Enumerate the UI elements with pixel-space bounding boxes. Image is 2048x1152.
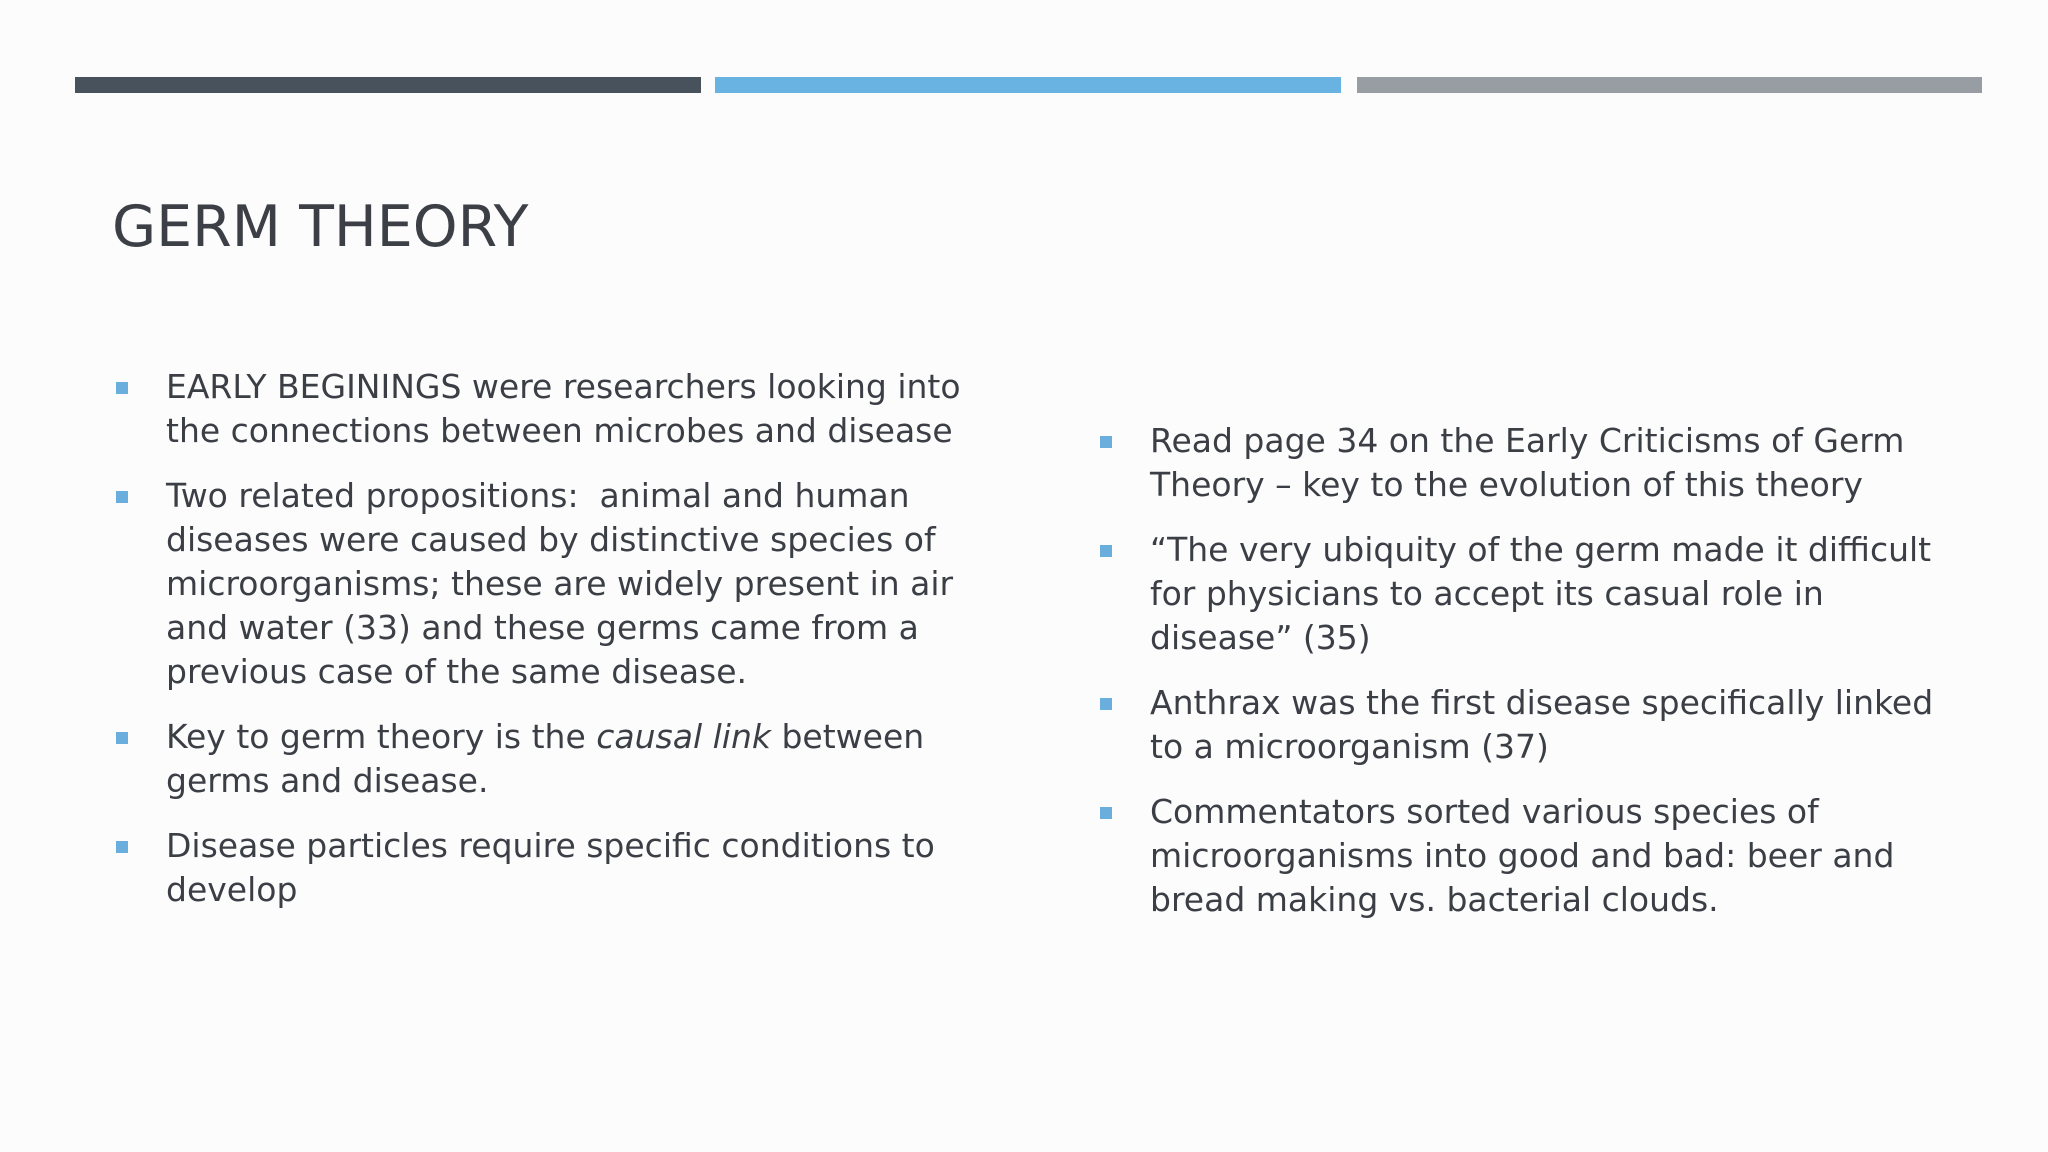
list-item xyxy=(1096,419,1976,507)
bullet-text: Two related propositions: animal and human diseases were caused by distinctive species of microorganisms; these are widely present in air and water (33) and these germs came from a previous case of the same disease. xyxy=(166,476,964,691)
bullet-text: EARLY BEGININGS were researchers looking into the connections between microbes and disease xyxy=(166,367,961,450)
slide-title: GERM THEORY xyxy=(112,194,529,260)
accent-bar-dark xyxy=(75,77,701,93)
square-bullet-icon xyxy=(116,841,128,853)
left-column xyxy=(112,365,972,933)
accent-bar-gray xyxy=(1357,77,1982,93)
bullet-text: Disease particles require specific conditions to develop xyxy=(166,826,935,909)
bullet-text-post: between germs and disease. xyxy=(166,717,935,800)
square-bullet-icon xyxy=(1100,698,1112,710)
accent-bar-blue xyxy=(715,77,1341,93)
right-bullet-list xyxy=(1096,419,1976,922)
list-item xyxy=(112,474,972,694)
left-bullet-list xyxy=(112,365,972,912)
list-item xyxy=(112,715,972,803)
bullet-text-emphasis: causal link xyxy=(596,717,771,756)
list-item xyxy=(112,824,972,912)
list-item xyxy=(1096,681,1976,769)
square-bullet-icon xyxy=(116,491,128,503)
bullet-text: Commentators sorted various species of microorganisms into good and bad: beer and bread making vs. bacterial clouds. xyxy=(1150,792,1895,919)
bullet-text: Read page 34 on the Early Criticisms of Germ Theory – key to the evolution of this theory xyxy=(1150,421,1905,504)
bullet-text: Anthrax was the first disease specifically linked to a microorganism (37) xyxy=(1150,683,1934,766)
list-item xyxy=(1096,790,1976,922)
square-bullet-icon xyxy=(1100,436,1112,448)
list-item xyxy=(112,365,972,453)
bullet-text: “The very ubiquity of the germ made it difficult for physicians to accept its casual role in disease” (35) xyxy=(1150,530,1932,657)
square-bullet-icon xyxy=(1100,545,1112,557)
list-item xyxy=(1096,528,1976,660)
square-bullet-icon xyxy=(116,382,128,394)
bullet-text-pre: Key to germ theory is the xyxy=(166,717,597,756)
square-bullet-icon xyxy=(116,732,128,744)
square-bullet-icon xyxy=(1100,807,1112,819)
right-column xyxy=(1096,419,1976,943)
